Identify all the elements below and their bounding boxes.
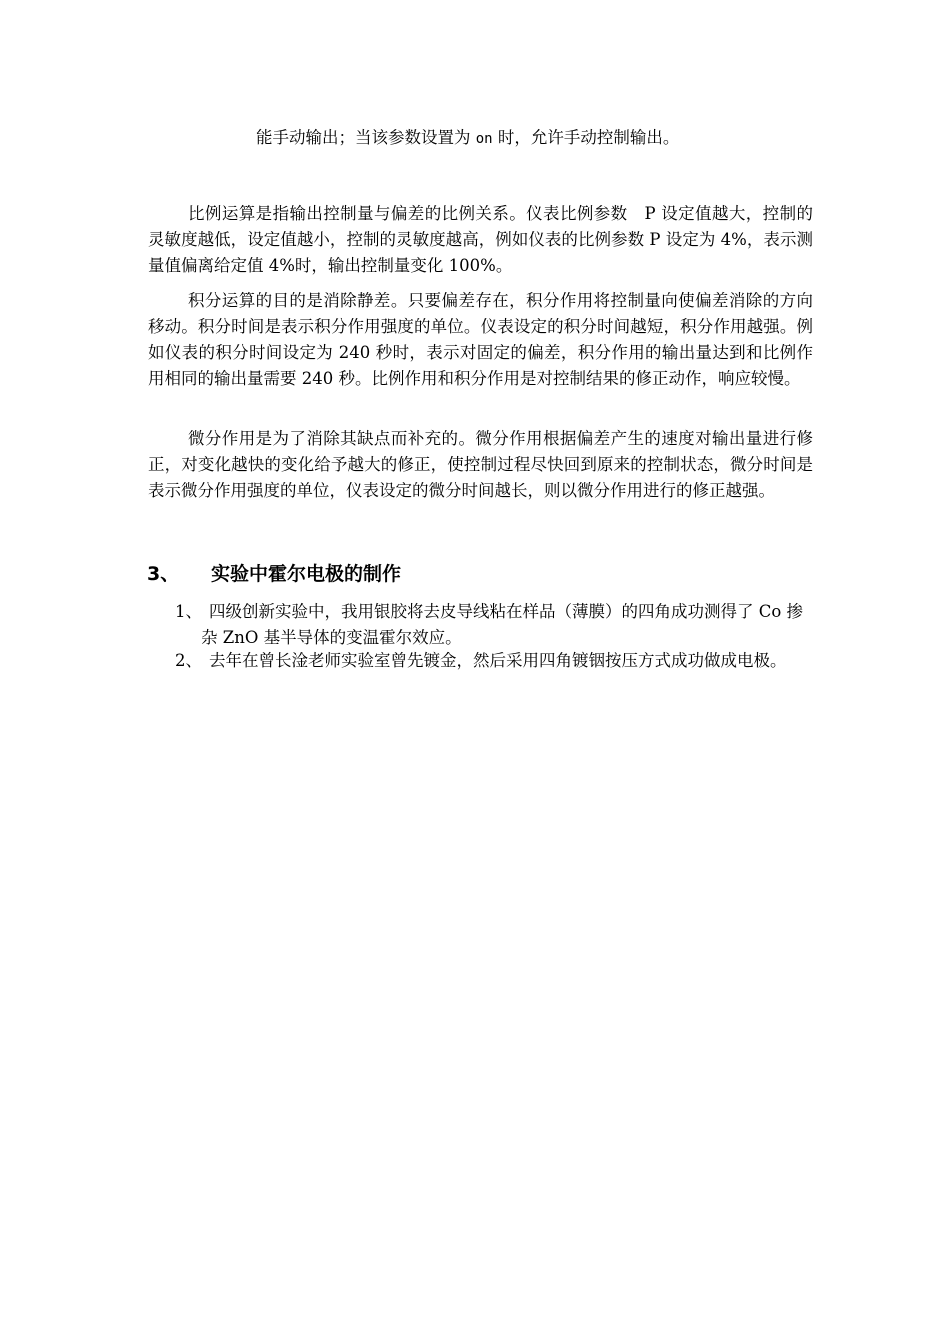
paragraph-derivative: 微分作用是为了消除其缺点而补充的。微分作用根据偏差产生的速度对输出量进行修正，对变化越快的变化给予越大的修正，使控制过程尽快回到原来的控制状态，微分时间是表示微分作用强度的单位，仪表设定的微分时间越长，则以微分作用进行的修正越强。 [148, 429, 813, 500]
continued-text-after: 时，允许手动控制输出。 [492, 128, 680, 147]
list-item-text: 去年在曾长淦老师实验室曾先镀金，然后采用四角镀铟按压方式成功做成电极。 [209, 651, 787, 670]
list-item [175, 648, 815, 674]
list-item-text: 四级创新实验中，我用银胶将去皮导线粘在样品（薄膜）的四角成功测得了 Co 掺杂 ZnO 基半导体的变温霍尔效应。 [201, 602, 804, 647]
section-number: 3、 [147, 563, 180, 585]
section-title: 实验中霍尔电极的制作 [211, 563, 402, 585]
parameter-value-code: on [475, 131, 493, 147]
section-heading [147, 560, 401, 588]
paragraph-proportional: 比例运算是指输出控制量与偏差的比例关系。仪表比例参数 P 设定值越大，控制的灵敏度越低，设定值越小，控制的灵敏度越高，例如仪表的比例参数 P 设定为 4%，表示测量值偏离给定值 4%时，输出控制量变化 100%。 [148, 204, 813, 275]
list-marker: 2、 [175, 651, 202, 670]
continued-text-before: 能手动输出；当该参数设置为 [256, 128, 476, 147]
continued-text-line [256, 125, 679, 152]
paragraph-integral: 积分运算的目的是消除静差。只要偏差存在，积分作用将控制量向使偏差消除的方向移动。积分时间是表示积分作用强度的单位。仪表设定的积分时间越短，积分作用越强。例如仪表的积分时间设定为 240 秒时，表示对固定的偏差，积分作用的输出量达到和比例作用相同的输出量需要 240 秒。比例作用和积分作用是对控制结果的修正动作，响应较慢。 [148, 291, 813, 388]
list-marker: 1、 [175, 602, 202, 621]
list-item [175, 599, 815, 651]
